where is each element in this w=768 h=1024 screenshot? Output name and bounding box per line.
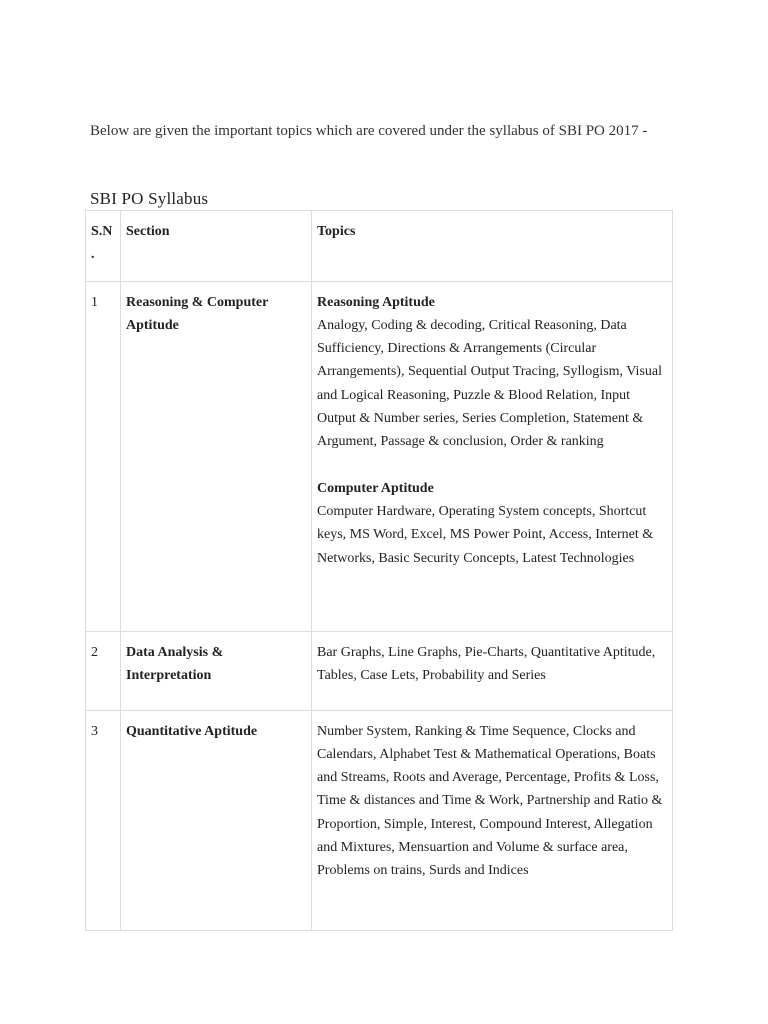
- topic-subtitle: Reasoning Aptitude: [317, 294, 435, 310]
- row-sn: 1: [86, 281, 121, 631]
- spacer: [317, 454, 667, 477]
- syllabus-table: [85, 210, 673, 931]
- table-header-row: [86, 211, 673, 282]
- row-topics: [312, 281, 673, 631]
- row-sn: 2: [86, 631, 121, 710]
- table-row: [86, 710, 673, 930]
- topic-text: Analogy, Coding & decoding, Critical Reasoning, Data Sufficiency, Directions & Arrangements (Circular Arrangements), Sequential Output Tracing, Syllogism, Visual and Logical Reasoning, Puzzle & Blood Relation, Input Output & Number series, Series Completion, Statement & Argument, Passage & conclusion, Order & ranking: [317, 317, 662, 450]
- row-topics: Number System, Ranking & Time Sequence, Clocks and Calendars, Alphabet Test & Mathematical Operations, Boats and Streams, Roots and Average, Percentage, Profits & Loss, Time & distances and Time & Work, Partnership and Ratio & Proportion, Simple, Interest, Compound Interest, Allegation and Mixtures, Mensuartion and Volume & surface area, Problems on trains, Surds and Indices: [312, 710, 673, 930]
- row-section: Data Analysis & Interpretation: [121, 631, 312, 710]
- topic-text: Computer Hardware, Operating System concepts, Shortcut keys, MS Word, Excel, MS Power Point, Access, Internet & Networks, Basic Security Concepts, Latest Technologies: [317, 503, 654, 566]
- row-section: Quantitative Aptitude: [121, 710, 312, 930]
- table-row: [86, 281, 673, 631]
- row-topics: Bar Graphs, Line Graphs, Pie-Charts, Quantitative Aptitude, Tables, Case Lets, Probability and Series: [312, 631, 673, 710]
- row-sn: 3: [86, 710, 121, 930]
- header-sn: S.N .: [86, 211, 121, 282]
- syllabus-heading: SBI PO Syllabus: [90, 189, 209, 208]
- header-topics: Topics: [312, 211, 673, 282]
- row-section: Reasoning & Computer Aptitude: [121, 281, 312, 631]
- header-section: Section: [121, 211, 312, 282]
- intro-paragraph: Below are given the important topics which are covered under the syllabus of SBI PO 2017 -: [90, 123, 648, 139]
- topic-subtitle: Computer Aptitude: [317, 480, 434, 496]
- table-row: [86, 631, 673, 710]
